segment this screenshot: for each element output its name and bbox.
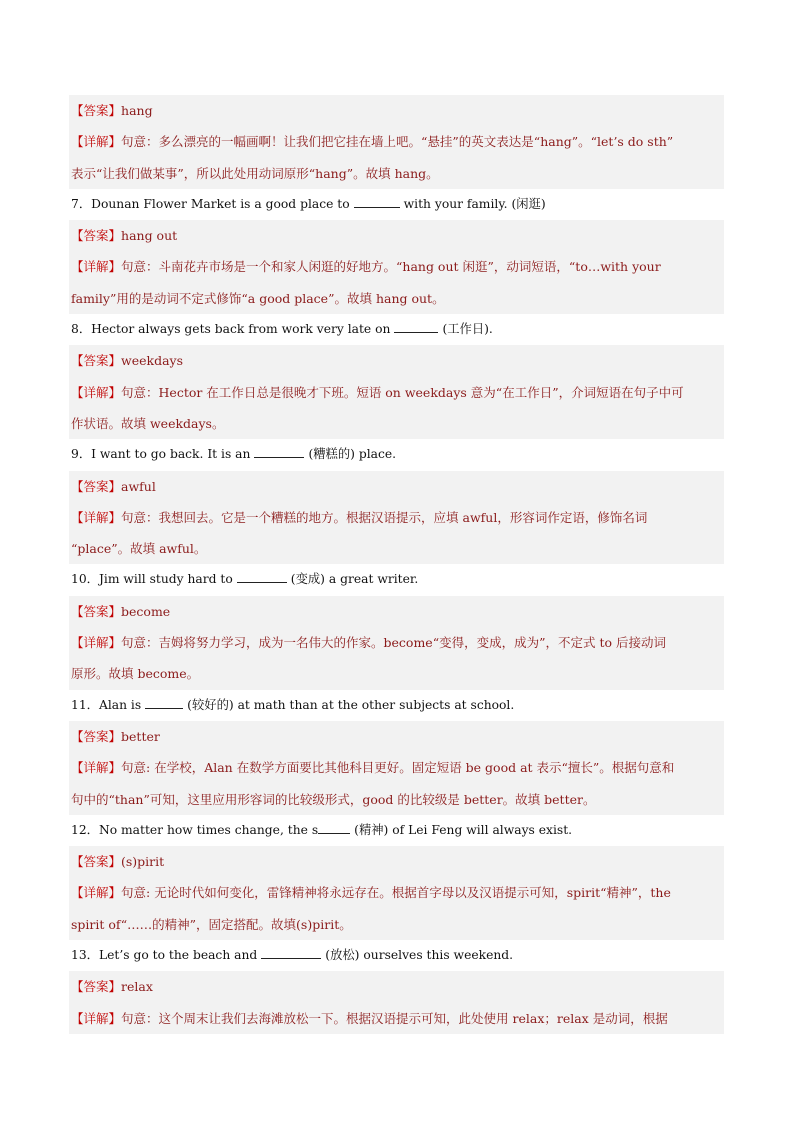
detail-text: “place”。故填 awful。: [71, 541, 207, 557]
answer-blank: [261, 949, 321, 959]
question-line: [69, 564, 724, 595]
question-number: 11．: [71, 697, 99, 712]
question-text: I want to go back. It is an: [91, 447, 251, 462]
detail-line: [69, 1003, 724, 1034]
question-text: (工作日).: [442, 322, 493, 337]
detail-line: [69, 283, 724, 314]
detail-tag: 【详解】: [71, 384, 122, 400]
answer-blank: [145, 699, 183, 709]
detail-text: 句意：Hector 在工作日总是很晚才下班。短语 on weekdays 意为“在工作日”，介词短语在句子中可: [121, 384, 684, 400]
question-number: 9．: [71, 447, 92, 462]
detail-line: [69, 408, 724, 439]
detail-text: 句意：斗南花卉市场是一个和家人闲逛的好地方。“hang out 闲逛”，动词短语，“to…with your: [121, 259, 661, 275]
question-text: (精神) of Lei Feng will always exist.: [354, 822, 573, 837]
answer-line: [69, 471, 724, 502]
detail-text: 句意: 在学校，Alan 在数学方面要比其他科目更好。固定短语 be good at 表示“擅长”。根据句意和: [121, 760, 675, 776]
detail-tag: 【详解】: [71, 509, 122, 525]
detail-tag: 【详解】: [71, 1010, 122, 1026]
answer-text: weekdays: [121, 353, 184, 369]
detail-text: 作状语。故填 weekdays。: [71, 415, 225, 431]
question-text: (放松) ourselves this weekend.: [325, 948, 514, 963]
question-number: 12．: [71, 822, 99, 837]
question-text: (变成) a great writer.: [290, 572, 419, 587]
answer-tag: 【答案】: [71, 228, 122, 244]
detail-line: [69, 752, 724, 783]
detail-line: [69, 533, 724, 564]
answer-text: relax: [121, 979, 153, 995]
detail-text: family”用的是动词不定式修饰“a good place”。故填 hang out。: [71, 290, 445, 306]
detail-line: [69, 877, 724, 908]
question-text: (糟糕的) place.: [308, 447, 397, 462]
question-text: (较好的) at math than at the other subjects at school.: [187, 697, 515, 712]
question-line: [69, 314, 724, 345]
question-line: [69, 940, 724, 971]
answer-blank: [394, 323, 438, 333]
question-text: Dounan Flower Market is a good place to: [91, 196, 350, 211]
detail-tag: 【详解】: [71, 259, 122, 275]
answer-line: [69, 846, 724, 877]
detail-text: 句中的“than”可知，这里应用形容词的比较级形式，good 的比较级是 better。故填 better。: [71, 791, 596, 807]
answer-blank: [318, 824, 350, 834]
detail-line: [69, 126, 724, 157]
detail-text: spirit of“……的精神”，固定搭配。故填(s)pirit。: [71, 916, 352, 932]
question-number: 7．: [71, 196, 92, 211]
answer-blank: [237, 573, 287, 583]
question-line: [69, 189, 724, 220]
detail-tag: 【详解】: [71, 134, 122, 150]
answer-text: hang: [121, 103, 153, 118]
detail-line: [69, 502, 724, 533]
answer-blank: [254, 448, 304, 458]
detail-tag: 【详解】: [71, 885, 122, 901]
question-text: Let’s go to the beach and: [98, 948, 258, 963]
question-number: 10．: [71, 572, 99, 587]
answer-text: become: [121, 603, 171, 619]
answer-line: [69, 345, 724, 376]
answer-text: hang out: [121, 228, 178, 244]
question-line: [69, 815, 724, 846]
detail-text: 句意：这个周末让我们去海滩放松一下。根据汉语提示可知，此处使用 relax；relax 是动词，根据: [121, 1010, 668, 1026]
answer-tag: 【答案】: [71, 478, 122, 494]
detail-text: 原形。故填 become。: [71, 666, 200, 682]
answer-tag: 【答案】: [71, 979, 122, 995]
question-text: Alan is: [98, 697, 142, 712]
detail-line: [69, 784, 724, 815]
answer-line: [69, 596, 724, 627]
detail-line: [69, 251, 724, 282]
answer-line: [69, 971, 724, 1002]
detail-line: [69, 377, 724, 408]
answer-tag: 【答案】: [71, 353, 122, 369]
question-text: No matter how times change, the s: [98, 822, 319, 837]
question-number: 13．: [71, 948, 99, 963]
answer-tag: 【答案】: [71, 728, 122, 744]
question-line: [69, 439, 724, 470]
answer-line: [69, 721, 724, 752]
detail-text: 句意：多么漂亮的一幅画啊！让我们把它挂在墙上吧。“悬挂”的英文表达是“hang”。“let’s do sth”: [121, 134, 674, 150]
detail-tag: 【详解】: [71, 760, 122, 776]
answer-text: better: [121, 728, 160, 744]
detail-text: 句意: 无论时代如何变化，雷锋精神将永远存在。根据首字母以及汉语提示可知，spirit“精神”，the: [121, 885, 671, 901]
detail-line: [69, 658, 724, 689]
answer-line: [69, 220, 724, 251]
detail-text: 句意：我想回去。它是一个糟糕的地方。根据汉语提示，应填 awful，形容词作定语，修饰名词: [121, 509, 648, 525]
answer-text: (s)pirit: [121, 854, 165, 870]
question-number: 8．: [71, 322, 92, 337]
detail-line: [69, 627, 724, 658]
detail-text: 句意：吉姆将努力学习，成为一名伟大的作家。become“变得，变成，成为”，不定式 to 后接动词: [121, 635, 666, 651]
answer-line: [69, 95, 724, 126]
detail-tag: 【详解】: [71, 635, 122, 651]
answer-tag: 【答案】: [71, 854, 122, 870]
detail-line: [69, 909, 724, 940]
answer-tag: 【答案】: [71, 103, 122, 118]
question-text: Hector always gets back from work very late on: [91, 322, 391, 337]
answer-blank: [354, 198, 400, 208]
question-text: with your family. (闲逛): [403, 196, 546, 211]
exercise-list: [69, 95, 724, 1034]
question-text: Jim will study hard to: [98, 572, 233, 587]
answer-tag: 【答案】: [71, 603, 122, 619]
detail-line: [69, 158, 724, 189]
question-line: [69, 690, 724, 721]
answer-text: awful: [121, 478, 156, 494]
detail-text: 表示“让我们做某事”，所以此处用动词原形“hang”。故填 hang。: [71, 165, 439, 181]
